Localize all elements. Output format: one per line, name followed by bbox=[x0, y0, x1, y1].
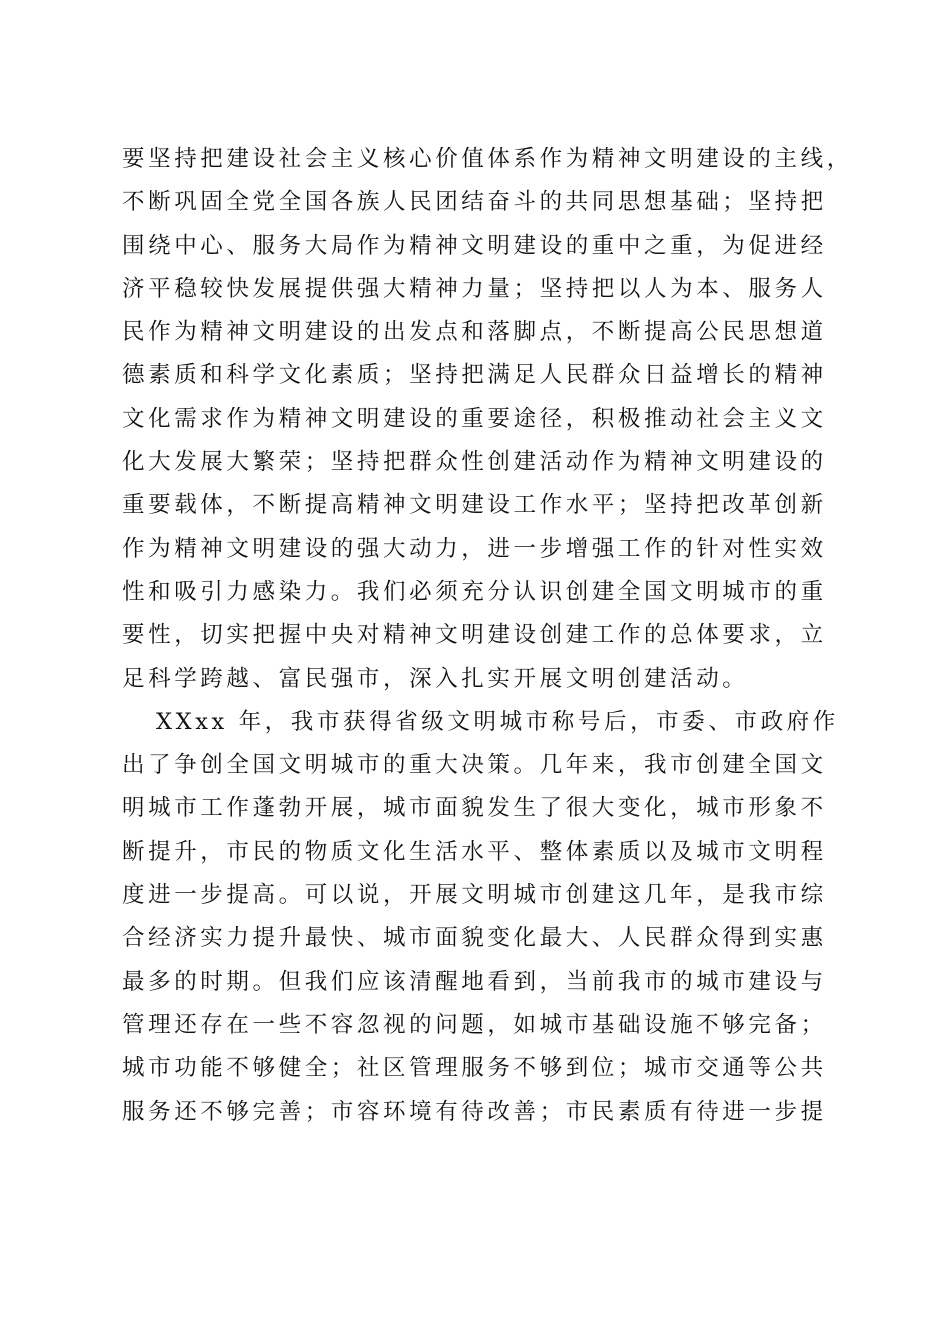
text-line: 要坚持把建设社会主义核心价值体系作为精神文明建设的主线， bbox=[122, 146, 853, 172]
text-line: 最多的时期。但我们应该清醒地看到，当前我市的城市建设与 bbox=[122, 968, 827, 995]
text-line: 重要载体，不断提高精神文明建设工作水平；坚持把改革创新 bbox=[122, 492, 827, 519]
paragraph-2 bbox=[122, 701, 842, 1134]
text-line: 济平稳较快发展提供强大精神力量；坚持把以人为本、服务人 bbox=[122, 275, 827, 302]
text-line: 断提升，市民的物质文化生活水平、整体素质以及城市文明程 bbox=[122, 838, 827, 865]
text-line: 明城市工作蓬勃开展，城市面貌发生了很大变化，城市形象不 bbox=[122, 795, 827, 822]
text-line: 服务还不够完善；市容环境有待改善；市民素质有待进一步提 bbox=[122, 1098, 827, 1125]
text-line: 城市功能不够健全；社区管理服务不够到位；城市交通等公共 bbox=[122, 1055, 827, 1082]
text-line: 不断巩固全党全国各族人民团结奋斗的共同思想基础；坚持把 bbox=[122, 189, 827, 216]
text-line: XXxx 年，我市获得省级文明城市称号后，市委、市政府作 bbox=[156, 708, 839, 735]
text-line: 要性，切实把握中央对精神文明建设创建工作的总体要求，立 bbox=[122, 622, 827, 649]
text-line: 合经济实力提升最快、城市面貌变化最大、人民群众得到实惠 bbox=[122, 925, 827, 952]
text-line: 德素质和科学文化素质；坚持把满足人民群众日益增长的精神 bbox=[122, 362, 827, 389]
text-line: 出了争创全国文明城市的重大决策。几年来，我市创建全国文 bbox=[122, 752, 827, 779]
text-line: 围绕中心、服务大局作为精神文明建设的重中之重，为促进经 bbox=[122, 232, 827, 259]
text-line: 化大发展大繁荣；坚持把群众性创建活动作为精神文明建设的 bbox=[122, 449, 827, 476]
text-line: 管理还存在一些不容忽视的问题，如城市基础设施不够完备； bbox=[122, 1011, 827, 1038]
document-body bbox=[122, 138, 853, 1134]
text-line: 性和吸引力感染力。我们必须充分认识创建全国文明城市的重 bbox=[122, 578, 827, 605]
text-line: 作为精神文明建设的强大动力，进一步增强工作的针对性实效 bbox=[122, 535, 827, 562]
paragraph-1 bbox=[122, 138, 853, 701]
text-line: 民作为精神文明建设的出发点和落脚点，不断提高公民思想道 bbox=[122, 319, 827, 346]
text-line: 度进一步提高。可以说，开展文明城市创建这几年，是我市综 bbox=[122, 882, 827, 909]
text-line: 文化需求作为精神文明建设的重要途径，积极推动社会主义文 bbox=[122, 405, 827, 432]
text-line: 足科学跨越、富民强市，深入扎实开展文明创建活动。 bbox=[122, 665, 749, 692]
